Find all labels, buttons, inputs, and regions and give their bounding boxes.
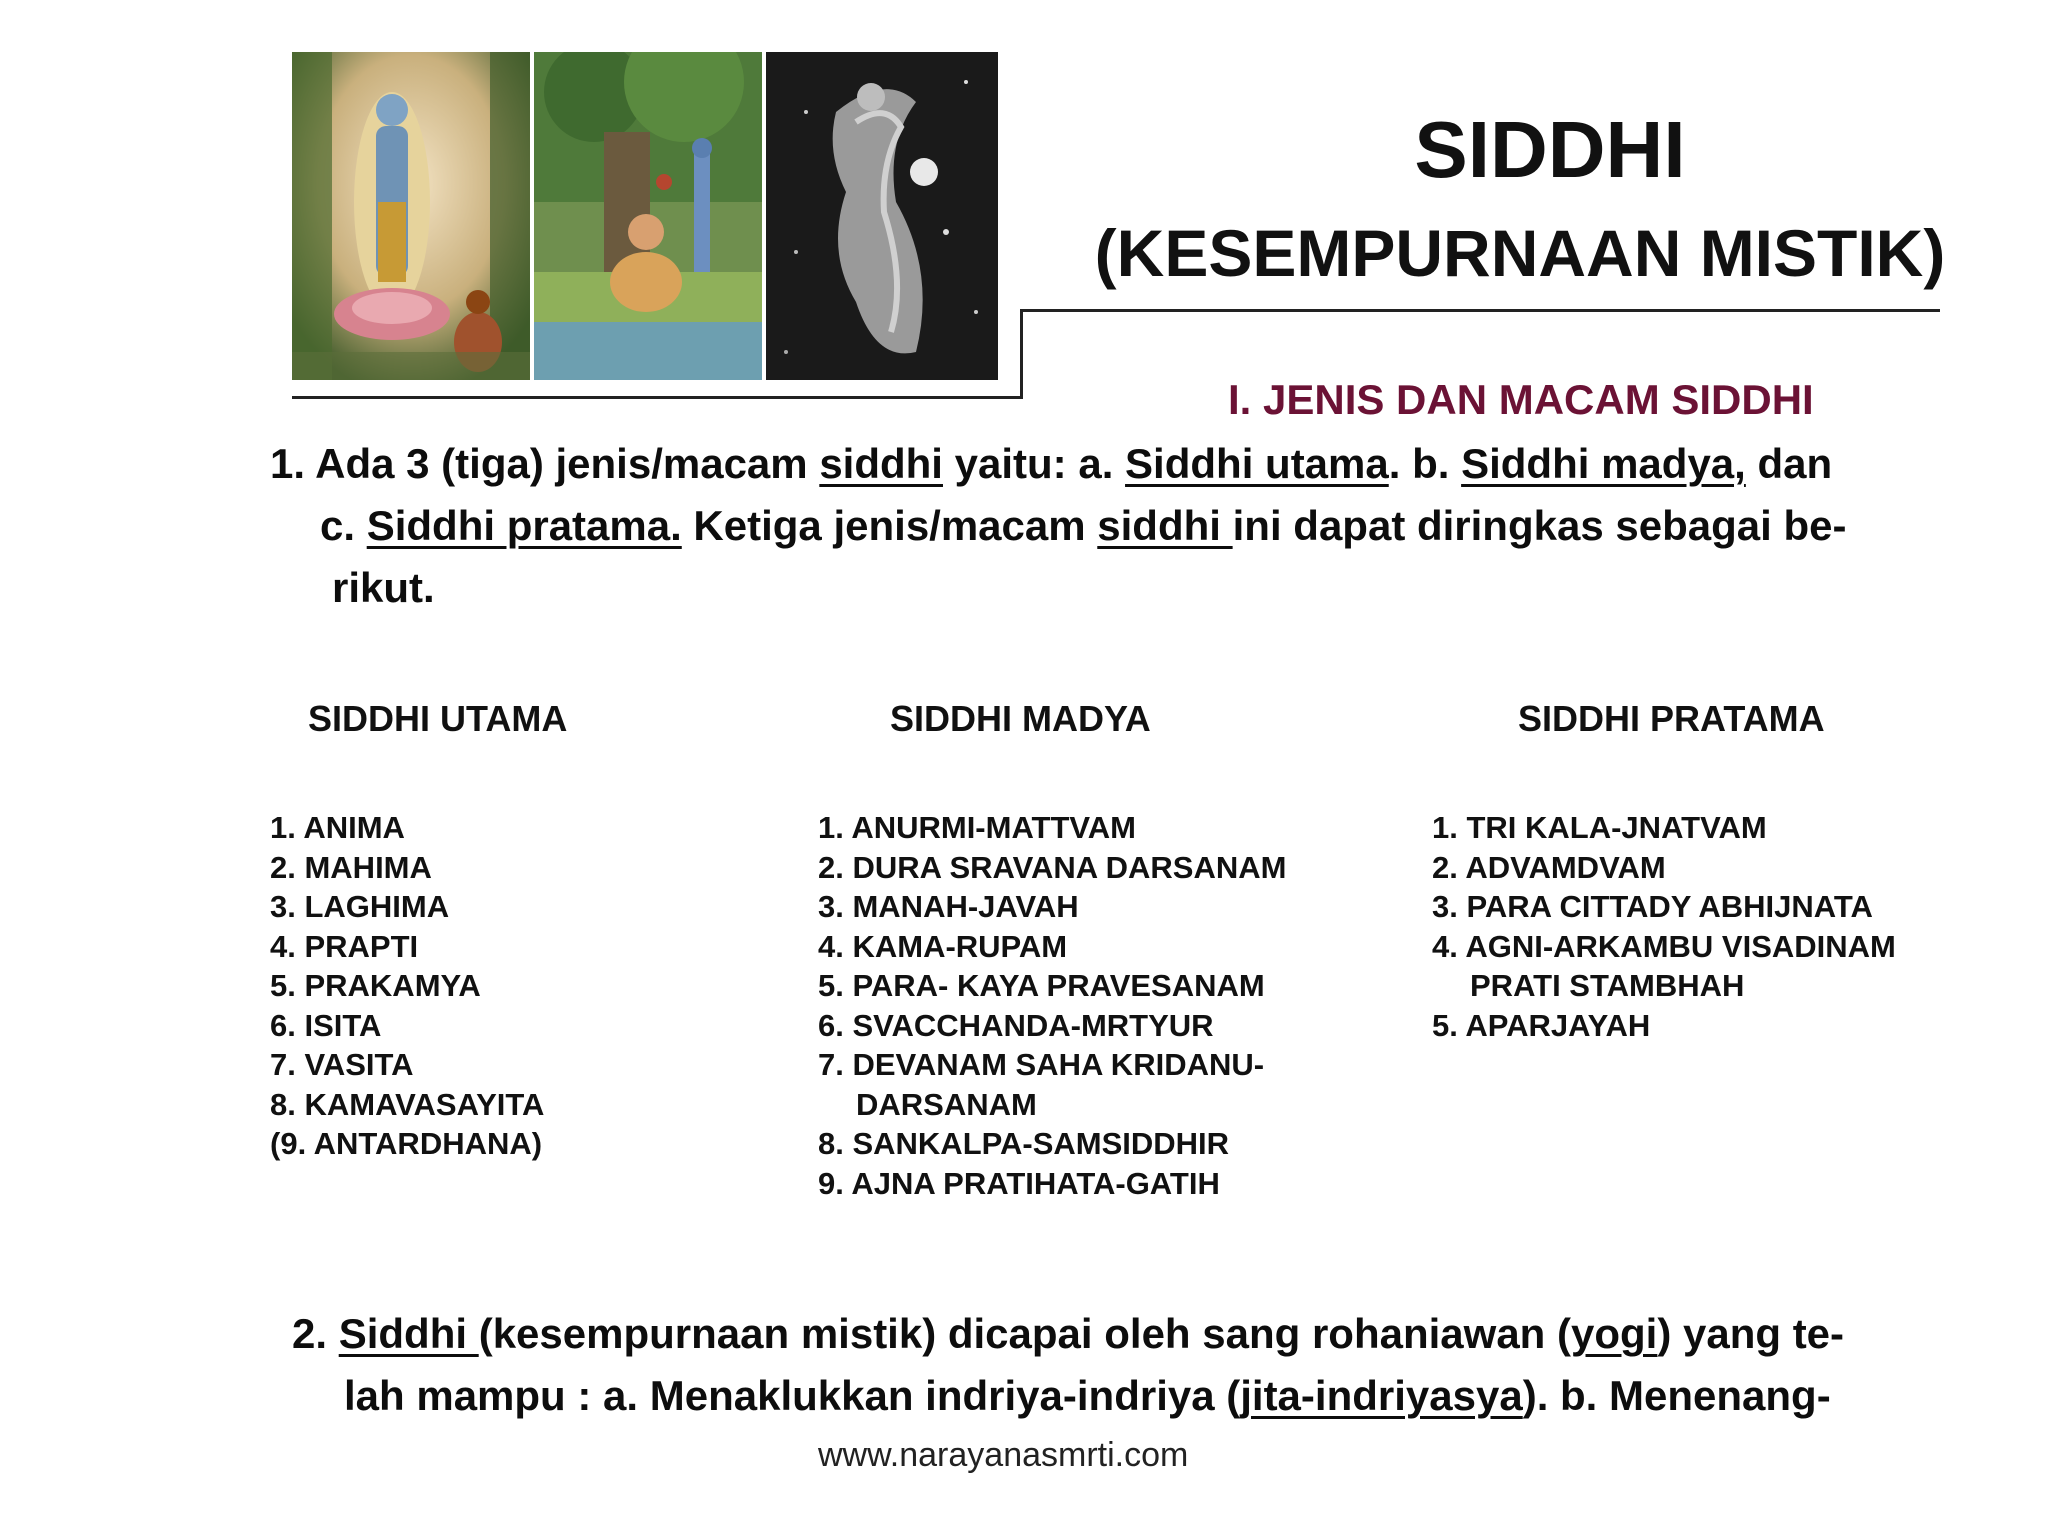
list-item: 2. DURA SRAVANA DARSANAM <box>818 849 1287 885</box>
text: ). b. Menenang- <box>1522 1372 1831 1419</box>
painting-yogi-tree-icon <box>534 52 762 380</box>
paragraph-1-line-1 <box>270 440 1832 488</box>
text: c. <box>320 502 367 549</box>
paragraph-2-line-1 <box>292 1310 1844 1358</box>
text: yaitu: a. <box>942 440 1126 487</box>
page-title: SIDDHI <box>1414 105 1686 194</box>
list-item: 5. PARA- KAYA PRAVESANAM <box>818 968 1265 1003</box>
page-subtitle: (KESEMPURNAAN MISTIK) <box>1094 216 1946 290</box>
list-item: 3. PARA CITTADY ABHIJNATA <box>1432 889 1873 924</box>
list-item-continuation: DARSANAM <box>856 1086 1037 1122</box>
list-siddhi-pratama <box>1432 808 1896 1045</box>
divider-line <box>1020 309 1023 398</box>
paragraph-2-line-2 <box>344 1372 1831 1420</box>
list-item: 6. SVACCHANDA-MRTYUR <box>818 1007 1214 1043</box>
paragraph-1-line-3: rikut. <box>332 564 435 611</box>
text: (kesempurnaan mistik) dicapai oleh sang rohaniawan ( <box>478 1310 1571 1357</box>
text: ) yang te- <box>1657 1310 1845 1357</box>
list-item: 4. PRAPTI <box>270 928 419 964</box>
list-siddhi-utama <box>270 808 544 1164</box>
list-item: 2. ADVAMDVAM <box>1432 849 1666 885</box>
underlined-term: Siddhi <box>338 1310 479 1357</box>
divider-line <box>292 396 1023 399</box>
list-item-continuation: PRATI STAMBHAH <box>1470 968 1745 1003</box>
photo-flying-figure-icon <box>766 52 998 380</box>
list-item: 6. ISITA <box>270 1007 382 1043</box>
painting-yogi-tree <box>534 52 762 380</box>
underlined-term: siddhi <box>1097 502 1233 549</box>
section-heading: I. JENIS DAN MACAM SIDDHI <box>1228 376 1814 423</box>
divider-line <box>1020 309 1940 312</box>
list-item: 8. KAMAVASAYITA <box>270 1086 545 1122</box>
underlined-term: Siddhi utama <box>1125 440 1389 487</box>
text: Ketiga jenis/macam <box>681 502 1098 549</box>
list-item: 4. KAMA-RUPAM <box>818 928 1068 964</box>
underlined-term: Siddhi pratama. <box>366 502 682 549</box>
list-item: (9. ANTARDHANA) <box>270 1126 543 1161</box>
column-heading-pratama: SIDDHI PRATAMA <box>1518 698 1825 739</box>
painting-vishnu-lotus-icon <box>292 52 530 380</box>
list-item: 8. SANKALPA-SAMSIDDHIR <box>818 1126 1230 1161</box>
underlined-term: Siddhi madya, <box>1461 440 1746 487</box>
text: lah mampu : a. Menaklukkan indriya-indriya ( <box>344 1372 1241 1419</box>
list-item: 9. AJNA PRATIHATA-GATIH <box>818 1165 1220 1201</box>
text: ini dapat diringkas sebagai be- <box>1232 502 1847 549</box>
painting-vishnu-lotus <box>292 52 530 380</box>
column-heading-utama: SIDDHI UTAMA <box>308 698 568 739</box>
list-item: 1. TRI KALA-JNATVAM <box>1432 810 1767 845</box>
list-item: 3. LAGHIMA <box>270 889 450 924</box>
underlined-term: jita-indriyasya <box>1240 1372 1523 1419</box>
text: 1. Ada 3 (tiga) jenis/macam <box>270 440 820 487</box>
underlined-term: siddhi <box>819 440 943 487</box>
list-item: 1. ANURMI-MATTVAM <box>818 810 1136 845</box>
text: . b. <box>1388 440 1462 487</box>
list-siddhi-madya <box>818 808 1286 1203</box>
list-item: 1. ANIMA <box>270 810 405 845</box>
list-item: 7. DEVANAM SAHA KRIDANU- <box>818 1047 1265 1082</box>
footer-website: www.narayanasmrti.com <box>818 1436 1189 1474</box>
photo-flying-figure <box>766 52 998 380</box>
list-item: 3. MANAH-JAVAH <box>818 889 1079 924</box>
list-item: 5. APARJAYAH <box>1432 1007 1651 1043</box>
list-item: 2. MAHIMA <box>270 849 432 885</box>
text: 2. <box>292 1310 339 1357</box>
list-item: 5. PRAKAMYA <box>270 968 481 1003</box>
column-heading-madya: SIDDHI MADYA <box>890 698 1151 739</box>
list-item: 7. VASITA <box>270 1047 414 1082</box>
underlined-term: yogi <box>1571 1310 1658 1357</box>
list-item: 4. AGNI-ARKAMBU VISADINAM <box>1432 928 1896 964</box>
paragraph-1-line-2 <box>320 502 1846 550</box>
text: dan <box>1745 440 1833 487</box>
